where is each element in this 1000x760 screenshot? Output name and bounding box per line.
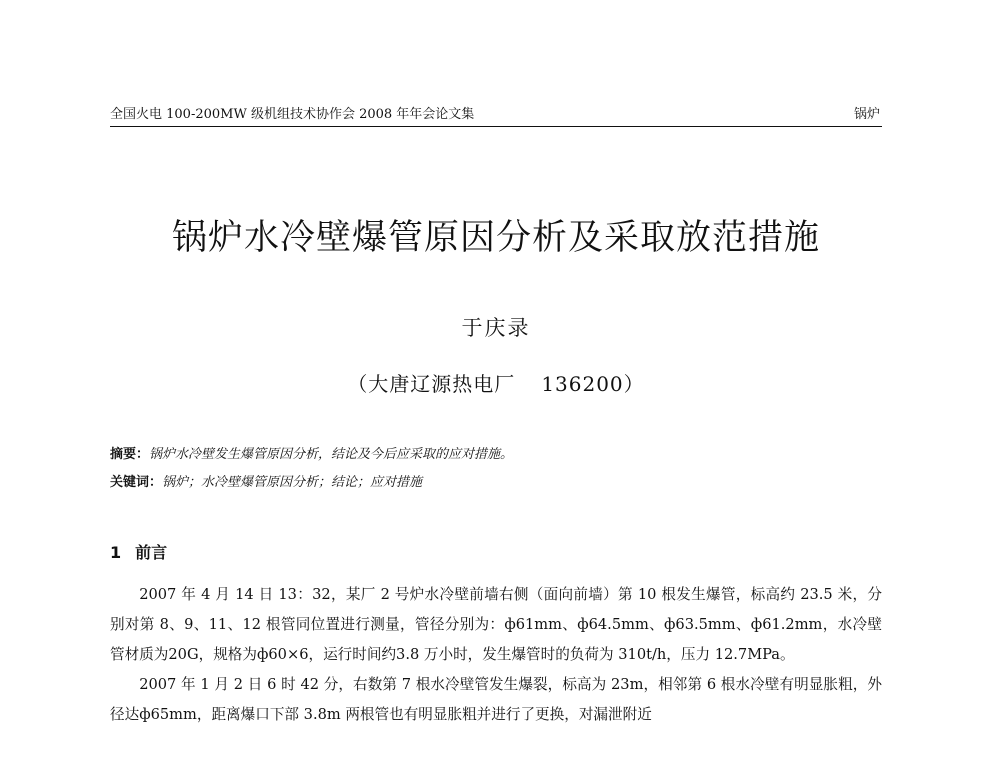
keywords — [110, 471, 890, 490]
abstract-text: 锅炉水冷壁发生爆管原因分析，结论及今后应采取的应对措施。 — [149, 447, 514, 462]
section-heading — [110, 540, 167, 563]
keywords-text: 锅炉；水冷壁爆管原因分析；结论；应对措施 — [162, 475, 423, 490]
header-divider — [110, 126, 882, 127]
paper-title: 锅炉水冷壁爆管原因分析及采取放范措施 — [171, 218, 820, 258]
affiliation-org: （大唐辽源热电厂 — [347, 372, 516, 396]
section-title: 前言 — [135, 543, 168, 562]
running-header — [110, 103, 880, 125]
author-name: 于庆录 — [461, 316, 531, 340]
paragraph: 2007 年 4 月 14 日 13：32，某厂 2 号炉水冷壁前墙右侧（面向前墙）第 10 根发生爆管，标高约 23.5 米，分别对第 8、9、11、12 根管同位置进行测量，管径分别为：ф61mm、ф64.5mm、ф63.5mm、ф61.2mm，水冷壁管材质为20G，规格为ф60×6，运行时间约3.8 万小时，发生爆管时的负荷为 310t/h，压力 12.7MPa。 — [110, 586, 882, 663]
keywords-label: 关键词： — [110, 475, 163, 490]
running-header-proceedings: 全国火电 100-200MW 级机组技术协作会 2008 年年会论文集 — [110, 107, 475, 122]
abstract-label: 摘要： — [110, 447, 150, 462]
affiliation-postcode: 136200） — [541, 372, 645, 396]
affiliation — [110, 368, 882, 397]
paragraph: 2007 年 1 月 2 日 6 时 42 分，右数第 7 根水冷壁管发生爆裂，标高为 23m，相邻第 6 根水冷壁有明显胀粗，外径达ф65mm，距离爆口下部 3.8m 两根管也有明显胀粗并进行了更换，对漏泄附近 — [110, 676, 882, 723]
body-text — [110, 580, 882, 730]
section-number: 1 — [110, 543, 122, 562]
abstract — [110, 443, 890, 462]
running-header-topic: 锅炉 — [853, 107, 880, 122]
